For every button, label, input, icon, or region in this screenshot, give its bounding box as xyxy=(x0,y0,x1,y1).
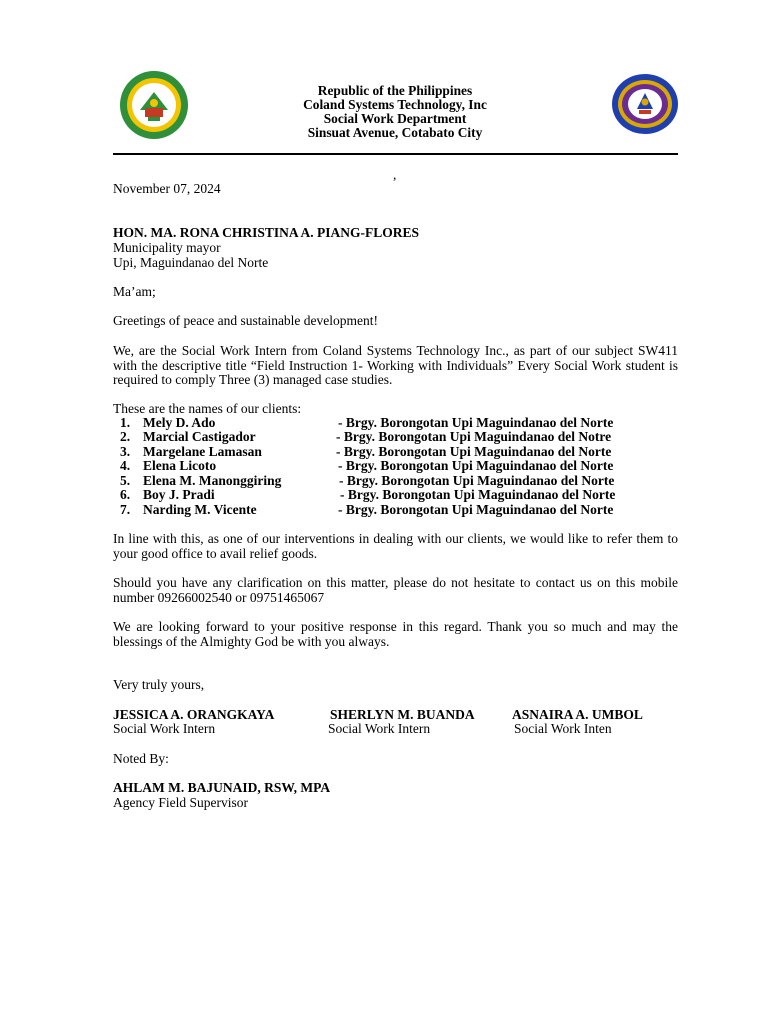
client-address: - Brgy. Borongotan Upi Maguindanao del Norte xyxy=(339,473,615,488)
signatory-name: ASNAIRA A. UMBOL xyxy=(512,707,643,722)
client-name: Elena M. Manonggiring xyxy=(143,473,282,488)
client-name: Marcial Castigador xyxy=(143,429,256,444)
client-item xyxy=(120,429,612,445)
noted-by-label: Noted By: xyxy=(113,751,169,766)
client-address: - Brgy. Borongotan Upi Maguindanao del Norte xyxy=(340,487,616,502)
signatory-name: JESSICA A. ORANGKAYA xyxy=(113,707,275,722)
stray-mark: , xyxy=(393,167,397,182)
client-address: - Brgy. Borongotan Upi Maguindanao del Norte xyxy=(338,458,614,473)
client-address: - Brgy. Borongotan Upi Maguindanao del Norte xyxy=(336,444,612,459)
client-number: 7. xyxy=(120,502,131,517)
thanks-paragraph: We are looking forward to your positive response in this regard. Thank you so much and may the blessings of the Almighty God be with you always. xyxy=(113,619,678,649)
clients-intro: These are the names of our clients: xyxy=(113,401,302,416)
supervisor-name: AHLAM M. BAJUNAID, RSW, MPA xyxy=(113,780,331,795)
signatory-name: SHERLYN M. BUANDA xyxy=(330,707,475,722)
client-address: - Brgy. Borongotan Upi Maguindanao del Norte xyxy=(338,415,614,430)
client-address: - Brgy. Borongotan Upi Maguindanao del Notre xyxy=(336,429,612,444)
recipient-address: Upi, Maguindanao del Norte xyxy=(113,255,269,270)
client-number: 4. xyxy=(120,458,131,473)
closing: Very truly yours, xyxy=(113,677,205,692)
client-item xyxy=(120,458,614,474)
contact-paragraph: Should you have any clarification on this matter, please do not hesitate to contact us on this mobile number 09266002540 or 09751465067 xyxy=(113,575,678,605)
client-name: Mely D. Ado xyxy=(143,415,216,430)
letterhead xyxy=(210,84,580,140)
letter-date: November 07, 2024 xyxy=(113,181,221,196)
client-name: Elena Licoto xyxy=(143,458,217,473)
client-item xyxy=(120,487,616,503)
supervisor-title: Agency Field Supervisor xyxy=(113,795,248,810)
recipient-name: HON. MA. RONA CHRISTINA A. PIANG-FLORES xyxy=(113,225,420,240)
client-number: 6. xyxy=(120,487,131,502)
salutation: Ma’am; xyxy=(113,284,156,299)
client-number: 2. xyxy=(120,429,131,444)
client-name: Margelane Lamasan xyxy=(143,444,262,459)
signatory-role: Social Work Intern xyxy=(328,721,431,736)
client-number: 5. xyxy=(120,473,131,488)
header-divider xyxy=(113,153,678,155)
client-address: - Brgy. Borongotan Upi Maguindanao del Norte xyxy=(338,502,614,517)
client-name: Narding M. Vicente xyxy=(143,502,257,517)
intro-paragraph: We, are the Social Work Intern from Coland Systems Technology Inc., as part of our subject SW411 with the descriptive title “Field Instruction 1- Working with Individuals” Every Social Work student is required to comply Three (3) managed case studies. xyxy=(113,343,678,387)
letterhead-line-department: Social Work Department xyxy=(323,111,467,126)
greeting: Greetings of peace and sustainable development! xyxy=(113,313,379,328)
signatory-role: Social Work Intern xyxy=(113,721,216,736)
social-work-logo xyxy=(611,73,679,135)
referral-paragraph: In line with this, as one of our interventions in dealing with our clients, we would like to refer them to your good office to avail relief goods. xyxy=(113,531,678,561)
letterhead-line-school: Coland Systems Technology, Inc xyxy=(303,97,487,112)
client-number: 3. xyxy=(120,444,131,459)
coland-logo xyxy=(118,70,190,140)
signatory-role: Social Work Inten xyxy=(514,721,612,736)
recipient-title: Municipality mayor xyxy=(113,240,221,255)
letterhead-line-address: Sinsuat Avenue, Cotabato City xyxy=(307,125,483,140)
letterhead-line-country: Republic of the Philippines xyxy=(317,83,473,98)
client-item xyxy=(120,502,614,518)
client-name: Boy J. Pradi xyxy=(143,487,215,502)
client-number: 1. xyxy=(120,415,131,430)
